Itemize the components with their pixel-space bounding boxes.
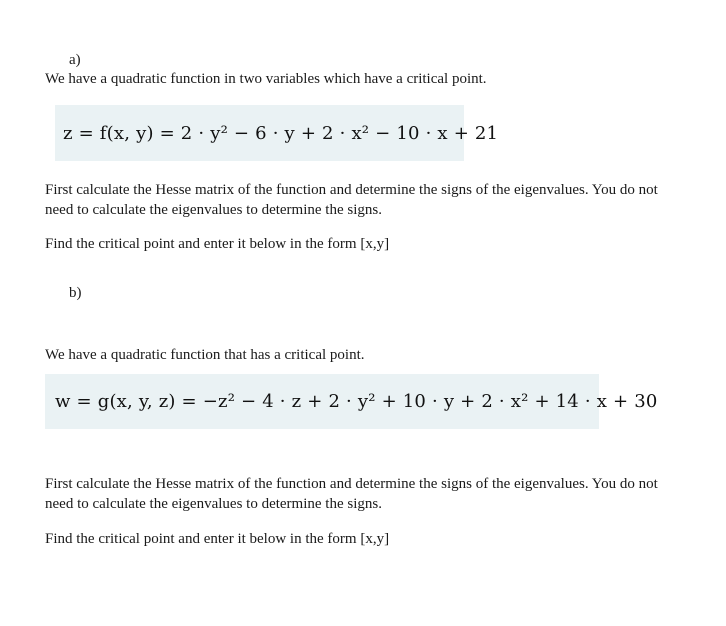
- part-b-formula-box: [45, 374, 658, 429]
- part-b-intro: We have a quadratic function that has a critical point.: [45, 347, 365, 363]
- part-b-task: Find the critical point and enter it below in the form [x,y]: [45, 531, 390, 547]
- part-a-intro: We have a quadratic function in two variables which have a critical point.: [45, 71, 487, 87]
- part-b-instruction: First calculate the Hesse matrix of the function and determine the signs of the eigenvalues. You do not need to calculate the eigenvalues to determine the signs.: [45, 476, 658, 512]
- part-a-label: a): [69, 52, 81, 68]
- part-a-formula-box: [55, 105, 499, 161]
- part-a-instruction: First calculate the Hesse matrix of the function and determine the signs of the eigenvalues. You do not need to calculate the eigenvalues to determine the signs.: [45, 182, 658, 218]
- part-b-formula: w = g(x, y, z) = −z² − 4 · z + 2 · y² + 10 · y + 2 · x² + 14 · x + 30: [55, 391, 658, 412]
- part-b-label: b): [69, 285, 82, 301]
- part-a-task: Find the critical point and enter it below in the form [x,y]: [45, 236, 390, 252]
- part-a-formula: z = f(x, y) = 2 · y² − 6 · y + 2 · x² − 10 · x + 21: [63, 122, 499, 144]
